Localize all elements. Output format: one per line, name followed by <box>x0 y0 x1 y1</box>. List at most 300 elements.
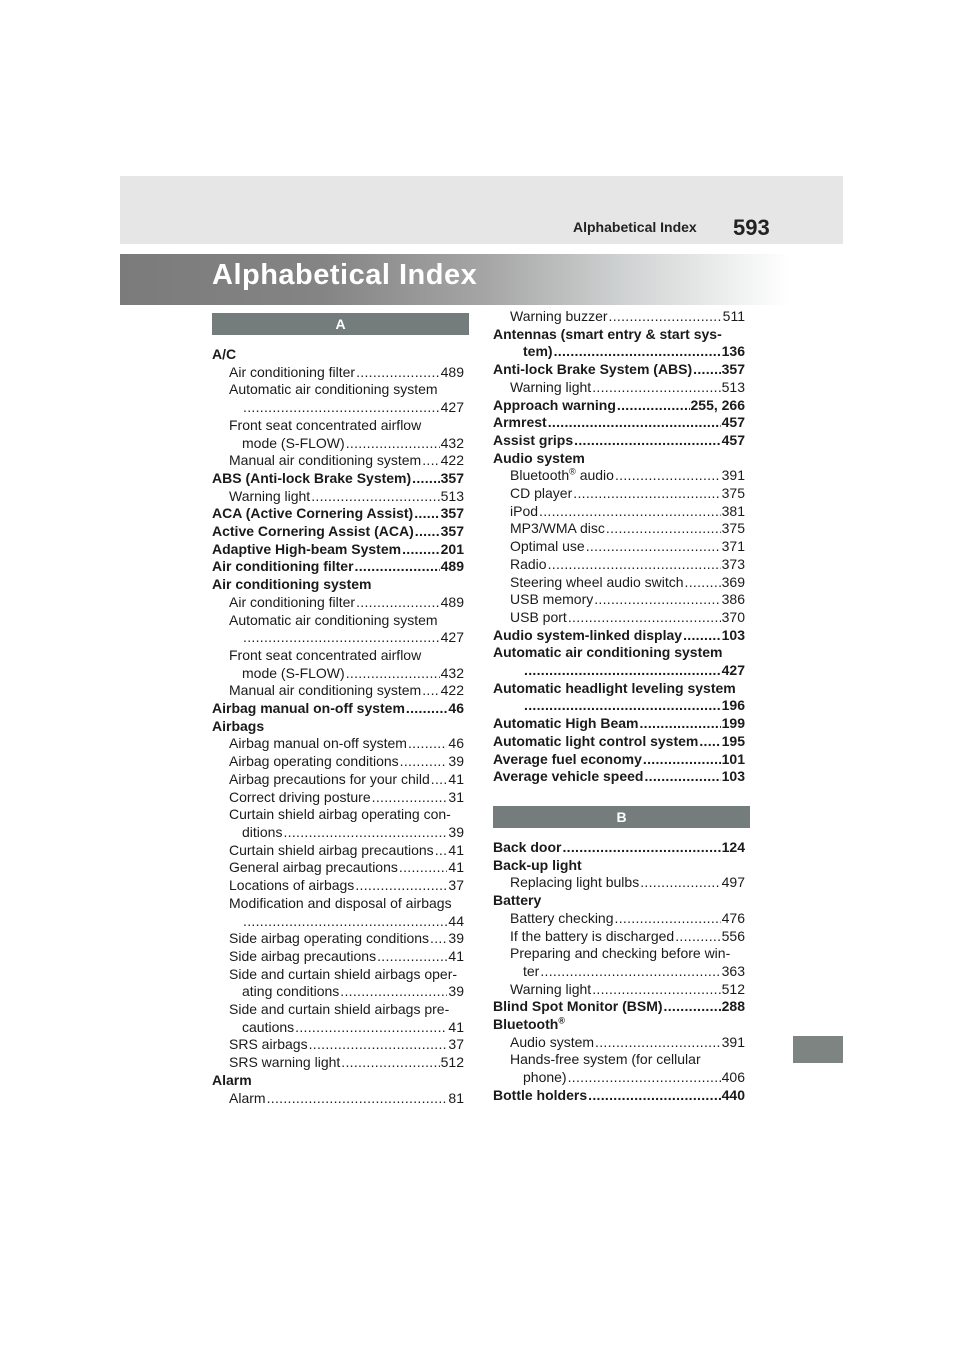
dot-leader <box>414 505 439 523</box>
index-entry-label: Airbag precautions for your child <box>229 770 430 787</box>
index-entry-label: Front seat concentrated airflow <box>229 646 422 663</box>
index-entry-label: A/C <box>212 346 237 362</box>
index-entry-page: 512 <box>721 980 745 997</box>
index-entry-label: Airbag manual on-off system <box>229 735 407 752</box>
index-entry <box>493 751 745 769</box>
index-entry-page: 31 <box>448 788 464 805</box>
index-entry <box>493 450 745 468</box>
index-entry <box>493 715 745 733</box>
dot-leader <box>341 1054 439 1072</box>
index-entry <box>212 789 464 807</box>
index-entry-label: Antennas (smart entry & start sys- <box>493 325 722 342</box>
section-header-b: B <box>493 806 750 828</box>
dot-leader <box>524 697 721 715</box>
index-entry <box>493 998 745 1016</box>
index-entry-page: 497 <box>721 874 745 891</box>
dot-leader <box>243 399 440 417</box>
index-column-left <box>212 346 464 1107</box>
index-entry <box>212 966 464 984</box>
dot-leader <box>639 715 720 733</box>
dot-leader <box>355 877 447 895</box>
index-entry-page: 41 <box>448 947 464 964</box>
index-entry <box>493 733 745 751</box>
index-entry <box>493 910 745 928</box>
index-column-right <box>493 308 745 839</box>
dot-leader <box>539 503 721 521</box>
index-entry <box>212 877 464 895</box>
index-entry-label: Automatic High Beam <box>493 715 639 732</box>
index-entry-page: 41 <box>448 859 464 876</box>
index-entry <box>493 308 745 326</box>
index-entry-label: Airbag operating conditions <box>229 753 399 770</box>
index-entry <box>493 343 745 361</box>
dot-leader <box>340 983 447 1001</box>
dot-leader <box>609 308 722 326</box>
index-entry-label: USB memory <box>510 591 594 608</box>
index-entry-label: Bluetooth® audio <box>510 466 614 484</box>
index-entry-label: Air conditioning filter <box>229 363 356 380</box>
index-entry-page: 432 <box>440 664 464 681</box>
index-entry-label: Back-up light <box>493 856 582 873</box>
index-entry <box>212 842 464 860</box>
index-entry-label: Armrest <box>493 414 547 431</box>
index-entry-label: Bottle holders <box>493 1086 588 1103</box>
dot-leader <box>355 558 440 576</box>
index-entry <box>493 1034 745 1052</box>
index-entry-label: Steering wheel audio switch <box>510 573 684 590</box>
dot-leader <box>606 520 721 538</box>
index-entry-page: 427 <box>440 629 464 646</box>
index-entry-page: 41 <box>448 841 464 858</box>
dot-leader <box>562 839 720 857</box>
dot-leader <box>574 432 721 450</box>
dot-leader <box>592 981 720 999</box>
index-entry <box>212 1001 464 1019</box>
index-column-right-b <box>493 839 745 1105</box>
index-entry-page: 39 <box>448 753 464 770</box>
index-entry <box>212 612 464 630</box>
index-entry <box>493 697 745 715</box>
index-entry <box>493 627 745 645</box>
index-entry-label: Manual air conditioning system <box>229 452 422 469</box>
index-entry-label: SRS warning light <box>229 1054 341 1071</box>
index-entry-page: 46 <box>448 735 464 752</box>
index-entry-label: Automatic air conditioning system <box>229 381 438 398</box>
index-entry <box>493 361 745 379</box>
index-entry-page: 489 <box>440 558 464 575</box>
index-entry-label: Manual air conditioning system <box>229 682 422 699</box>
index-entry <box>212 1054 464 1072</box>
index-entry <box>493 874 745 892</box>
index-entry-label: Assist grips <box>493 431 574 448</box>
index-entry-label: ABS (Anti-lock Brake System) <box>212 469 412 486</box>
index-entry-label: If the battery is discharged <box>510 927 675 944</box>
index-entry-page: 432 <box>440 434 464 451</box>
index-entry-label: Warning light <box>510 378 592 395</box>
index-entry <box>212 735 464 753</box>
dot-leader <box>356 594 440 612</box>
header-section-title: Alphabetical Index <box>573 219 697 235</box>
index-entry <box>493 928 745 946</box>
page-number: 593 <box>733 215 770 240</box>
index-entry-page: 46 <box>448 700 464 717</box>
index-entry <box>212 346 464 364</box>
index-entry-page: 427 <box>721 662 745 679</box>
index-entry-label: Warning buzzer <box>510 308 608 324</box>
dot-leader <box>412 470 439 488</box>
index-entry-page: 556 <box>721 927 745 944</box>
dot-leader <box>524 662 721 680</box>
index-entry <box>212 381 464 399</box>
index-entry-label: Side airbag operating conditions <box>229 930 430 947</box>
chapter-tab <box>793 1036 843 1063</box>
dot-leader <box>377 948 447 966</box>
index-entry-label: Locations of airbags <box>229 877 355 894</box>
index-entry <box>212 1036 464 1054</box>
index-entry-label: Curtain shield airbag precautions <box>229 841 434 858</box>
dot-leader <box>640 874 720 892</box>
index-entry-label: Battery checking <box>510 909 614 926</box>
dot-leader <box>592 379 720 397</box>
index-entry-page: 41 <box>448 1018 464 1035</box>
dot-leader <box>540 963 720 981</box>
dot-leader <box>643 751 721 769</box>
index-entry <box>493 432 745 450</box>
index-entry-page: 391 <box>721 467 745 484</box>
dot-leader <box>568 609 721 627</box>
index-entry-page: 39 <box>448 823 464 840</box>
index-entry <box>212 771 464 789</box>
index-entry-page: 386 <box>721 591 745 608</box>
dot-leader <box>372 789 448 807</box>
dot-leader <box>548 414 721 432</box>
index-entry-label: mode (S-FLOW) <box>242 434 345 451</box>
dot-leader <box>675 928 720 946</box>
index-entry-label: MP3/WMA disc <box>510 520 605 537</box>
dot-leader <box>664 998 721 1016</box>
dot-leader <box>554 343 721 361</box>
index-entry-label: tem) <box>523 343 553 360</box>
index-entry <box>212 682 464 700</box>
index-entry <box>212 488 464 506</box>
index-entry-page: 124 <box>721 839 745 855</box>
dot-leader <box>422 682 439 700</box>
index-entry-label: Preparing and checking before win- <box>510 945 731 962</box>
index-entry <box>212 753 464 771</box>
index-entry-page: 440 <box>721 1086 745 1103</box>
index-entry-page: 476 <box>721 909 745 926</box>
index-entry-page: 457 <box>721 414 745 431</box>
index-entry-label: Bluetooth® <box>493 1015 565 1033</box>
index-entry <box>493 857 745 875</box>
index-entry-page: 457 <box>721 431 745 448</box>
index-entry-label: Curtain shield airbag operating con- <box>229 806 451 823</box>
index-entry-label: Airbags <box>212 717 265 734</box>
dot-leader <box>415 523 440 541</box>
dot-leader <box>588 1087 721 1105</box>
dot-leader <box>615 910 721 928</box>
index-entry <box>493 609 745 627</box>
index-entry-page: 103 <box>721 768 745 785</box>
dot-leader <box>586 538 721 556</box>
index-entry <box>493 397 745 415</box>
index-entry <box>493 326 745 344</box>
index-entry-label: Average vehicle speed <box>493 768 644 785</box>
index-entry <box>493 467 745 485</box>
index-entry-label: Front seat concentrated airflow <box>229 416 422 433</box>
index-entry-page: 512 <box>440 1054 464 1071</box>
index-entry-label: Side and curtain shield airbags oper- <box>229 965 458 982</box>
dot-leader <box>400 753 448 771</box>
index-entry-page: 422 <box>440 682 464 699</box>
index-entry-label: ter <box>523 962 540 979</box>
index-entry <box>212 859 464 877</box>
index-entry-label: Anti-lock Brake System (ABS) <box>493 361 693 378</box>
dot-leader <box>311 488 439 506</box>
index-entry <box>212 452 464 470</box>
index-entry <box>493 1051 745 1069</box>
index-entry-label: USB port <box>510 608 567 625</box>
index-entry <box>212 505 464 523</box>
dot-leader <box>243 629 440 647</box>
index-entry-label: Average fuel economy <box>493 750 642 767</box>
index-entry <box>212 364 464 382</box>
dot-leader <box>283 824 447 842</box>
index-entry-page: 39 <box>448 983 464 1000</box>
index-entry-page: 375 <box>721 520 745 537</box>
dot-leader <box>356 364 440 382</box>
index-entry <box>493 591 745 609</box>
index-entry-label: Warning light <box>510 980 592 997</box>
index-entry-page: 427 <box>440 399 464 416</box>
index-entry <box>212 558 464 576</box>
index-entry-page: 136 <box>721 343 745 360</box>
index-entry-label: Radio <box>510 555 547 572</box>
index-entry-label: Automatic headlight leveling system <box>493 679 736 696</box>
index-entry-page: 369 <box>721 573 745 590</box>
dot-leader <box>408 735 447 753</box>
index-entry-page: 391 <box>721 1033 745 1050</box>
dot-leader <box>594 591 720 609</box>
index-entry-label: Optimal use <box>510 538 585 555</box>
index-entry-label: mode (S-FLOW) <box>242 664 345 681</box>
index-entry-page: 375 <box>721 485 745 502</box>
index-entry <box>493 644 745 662</box>
index-entry <box>212 1072 464 1090</box>
index-entry <box>493 892 745 910</box>
index-entry-label: Airbag manual on-off system <box>212 700 405 717</box>
index-entry-page: 44 <box>448 912 464 929</box>
index-entry <box>493 1069 745 1087</box>
index-entry <box>212 983 464 1001</box>
dot-leader <box>617 397 690 415</box>
index-entry-page: 357 <box>440 505 464 522</box>
dot-leader <box>568 1069 721 1087</box>
index-entry-label: Automatic light control system <box>493 732 699 749</box>
index-entry-label: Air conditioning filter <box>229 593 356 610</box>
index-entry <box>212 948 464 966</box>
index-entry-label: Alarm <box>212 1071 252 1088</box>
index-entry <box>493 1016 745 1034</box>
index-entry <box>493 414 745 432</box>
index-entry-label: Battery <box>493 892 542 909</box>
index-entry-label: SRS airbags <box>229 1036 308 1053</box>
index-entry-page: 511 <box>722 308 745 324</box>
index-entry <box>493 945 745 963</box>
index-entry-page: 371 <box>721 538 745 555</box>
index-entry-page: 363 <box>721 962 745 979</box>
index-entry-label: Warning light <box>229 487 311 504</box>
index-entry <box>493 839 745 857</box>
index-entry <box>493 503 745 521</box>
index-entry-label: Audio system-linked display <box>493 626 683 643</box>
index-entry <box>212 399 464 417</box>
dot-leader <box>399 859 448 877</box>
index-entry-label: Air conditioning system <box>212 576 372 593</box>
index-entry-label: Audio system <box>493 449 585 466</box>
index-entry <box>212 665 464 683</box>
index-entry <box>212 576 464 594</box>
index-entry <box>493 963 745 981</box>
index-entry-page: 381 <box>721 502 745 519</box>
dot-leader <box>435 842 448 860</box>
index-entry <box>212 1090 464 1108</box>
dot-leader <box>243 913 447 931</box>
index-entry <box>493 662 745 680</box>
index-entry-page: 201 <box>440 540 464 557</box>
index-entry <box>493 768 745 786</box>
index-entry-page: 255, 266 <box>690 396 745 413</box>
index-entry-label: ating conditions <box>242 983 340 1000</box>
index-entry-page: 373 <box>721 555 745 572</box>
dot-leader <box>406 700 448 718</box>
index-entry-label: ACA (Active Cornering Assist) <box>212 505 414 522</box>
dot-leader <box>267 1090 448 1108</box>
index-entry-page: 39 <box>448 930 464 947</box>
index-entry-page: 489 <box>440 363 464 380</box>
index-entry-label: Blind Spot Monitor (BSM) <box>493 998 663 1015</box>
index-entry-page: 357 <box>440 469 464 486</box>
index-entry-label: Side and curtain shield airbags pre- <box>229 1001 450 1018</box>
index-entry-label: Adaptive High-beam System <box>212 540 402 557</box>
index-entry-label: cautions <box>242 1018 295 1035</box>
index-entry <box>493 556 745 574</box>
index-entry <box>212 718 464 736</box>
index-entry-page: 103 <box>721 626 745 643</box>
dot-leader <box>683 627 721 645</box>
index-entry-label: Correct driving posture <box>229 788 371 805</box>
index-entry-page: 489 <box>440 593 464 610</box>
index-entry <box>212 913 464 931</box>
index-entry <box>212 647 464 665</box>
index-entry <box>212 700 464 718</box>
index-entry <box>493 680 745 698</box>
page-title: Alphabetical Index <box>212 259 478 291</box>
dot-leader <box>430 930 447 948</box>
index-entry-page: 41 <box>448 770 464 787</box>
index-entry-page: 357 <box>440 523 464 540</box>
index-entry <box>212 824 464 842</box>
index-entry-page: 81 <box>448 1089 464 1106</box>
dot-leader <box>309 1036 448 1054</box>
index-entry-page: 357 <box>721 361 745 378</box>
index-entry-page: 288 <box>721 998 745 1015</box>
index-entry <box>212 470 464 488</box>
index-entry-label: General airbag precautions <box>229 859 398 876</box>
index-entry-label: Active Cornering Assist (ACA) <box>212 523 414 540</box>
index-entry-page: 196 <box>721 697 745 714</box>
dot-leader <box>346 665 440 683</box>
dot-leader <box>295 1019 447 1037</box>
index-entry-page: 406 <box>721 1069 745 1086</box>
index-entry-label: Air conditioning filter <box>212 558 354 575</box>
index-entry-label: Replacing light bulbs <box>510 874 640 891</box>
index-entry-page: 370 <box>721 608 745 625</box>
index-entry-label: Audio system <box>510 1033 595 1050</box>
index-entry <box>212 1019 464 1037</box>
index-entry <box>212 417 464 435</box>
index-entry-label: ditions <box>242 823 283 840</box>
dot-leader <box>346 435 440 453</box>
index-entry-page: 513 <box>721 378 745 395</box>
index-entry <box>493 1087 745 1105</box>
index-entry-label: CD player <box>510 485 573 502</box>
dot-leader <box>644 768 720 786</box>
index-entry-label: Alarm <box>229 1089 266 1106</box>
section-header-a: A <box>212 313 469 335</box>
index-entry-page: 513 <box>440 487 464 504</box>
index-entry-page: 37 <box>448 877 464 894</box>
dot-leader <box>595 1034 721 1052</box>
index-entry <box>212 435 464 453</box>
index-entry-page: 37 <box>448 1036 464 1053</box>
index-group-a-continued <box>493 308 745 786</box>
index-entry <box>212 930 464 948</box>
index-entry <box>493 538 745 556</box>
dot-leader <box>685 574 721 592</box>
dot-leader <box>402 541 440 559</box>
index-entry-label: Hands-free system (for cellular <box>510 1051 701 1068</box>
index-entry <box>212 629 464 647</box>
dot-leader <box>548 556 721 574</box>
index-entry <box>212 806 464 824</box>
dot-leader <box>422 452 439 470</box>
dot-leader <box>693 361 720 379</box>
index-entry <box>493 574 745 592</box>
index-entry <box>212 541 464 559</box>
index-entry-label: Back door <box>493 839 562 855</box>
dot-leader <box>573 485 720 503</box>
index-entry-label: iPod <box>510 502 539 519</box>
index-entry <box>493 485 745 503</box>
index-entry-label: Automatic air conditioning system <box>229 611 438 628</box>
index-entry-page: 195 <box>721 732 745 749</box>
dot-leader <box>431 771 448 789</box>
index-entry <box>493 981 745 999</box>
index-entry-label: Approach warning <box>493 396 616 413</box>
index-entry-label: Automatic air conditioning system <box>493 644 723 661</box>
index-entry-page: 101 <box>721 750 745 767</box>
dot-leader <box>615 467 721 485</box>
index-entry-label: phone) <box>523 1069 567 1086</box>
index-entry-label: Side airbag precautions <box>229 947 377 964</box>
index-entry <box>493 379 745 397</box>
index-entry <box>212 594 464 612</box>
dot-leader <box>699 733 720 751</box>
index-entry-label: Modification and disposal of airbags <box>229 894 452 911</box>
index-entry <box>212 895 464 913</box>
index-entry-page: 199 <box>721 715 745 732</box>
